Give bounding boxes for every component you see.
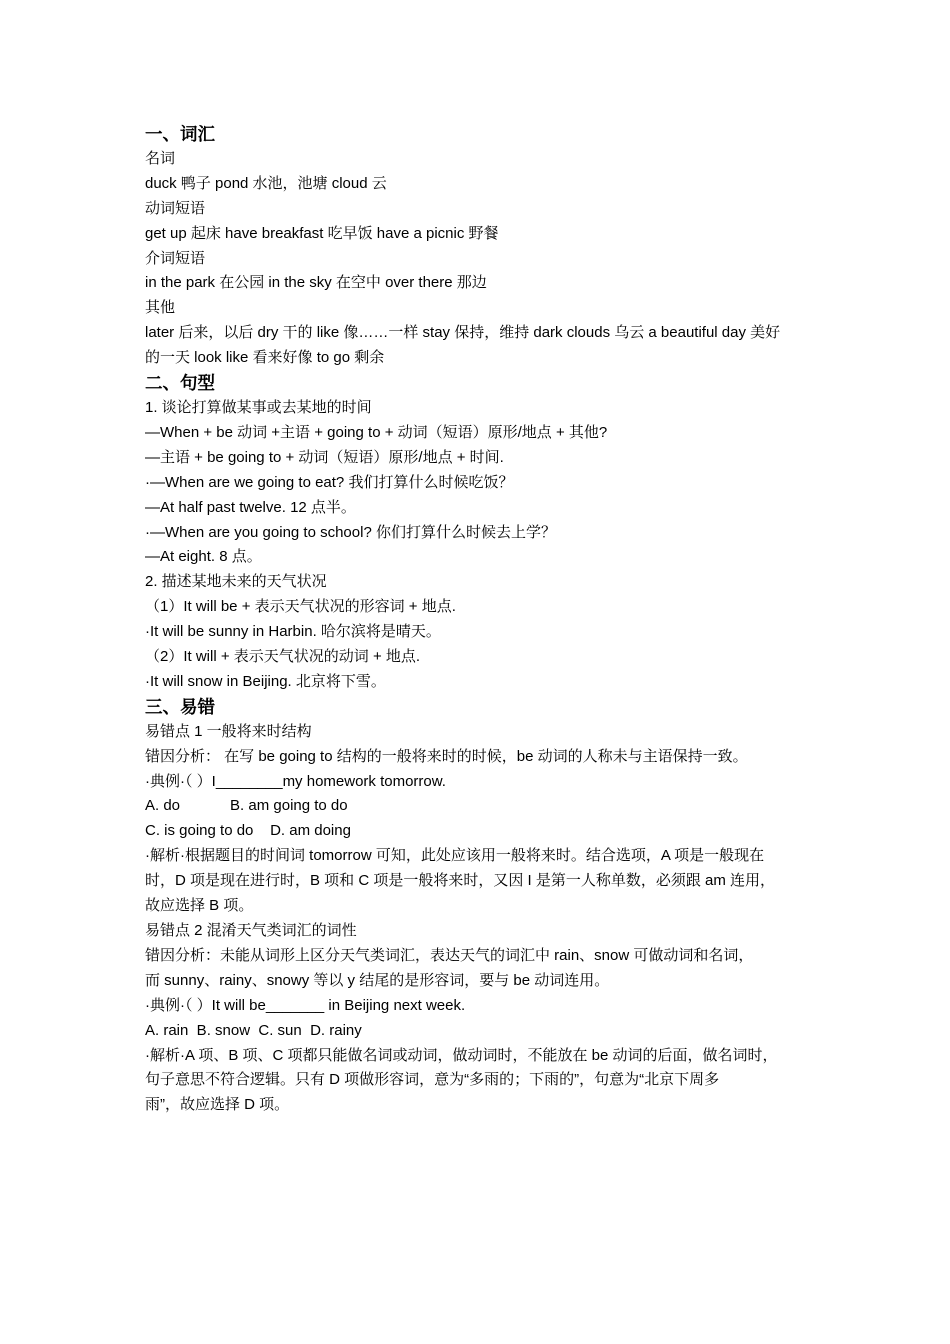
- error-2-options: A. rain B. snow C. sun D. rainy: [145, 1021, 362, 1039]
- other-items-line: later 后来，以后 dry 干的 like 像……一样 stay 保持，维持 dark clouds 乌云 a beautiful day 美好: [145, 324, 781, 342]
- error-2-title: 易错点 2 混淆天气类词汇的词性: [145, 922, 357, 939]
- pattern-2-example-2: ·It will snow in Beijing. 北京将下雪。: [145, 672, 386, 690]
- pattern-1-structure-question: —When + be 动词 +主语 + going to + 动词（短语）原形/地点 + 其他?: [145, 423, 608, 441]
- prep-phrase-label: 介词短语: [145, 249, 206, 267]
- other-items-line: 的一天 look like 看来好像 to go 剩余: [145, 349, 385, 367]
- error-2-analysis: ·解析·A 项、B 项、C 项都只能做名词或动词，做动词时，不能放在 be 动词的后面，做名词时，: [145, 1046, 778, 1064]
- section-heading-patterns: 二、句型: [145, 373, 215, 394]
- pattern-2-structure-1: （1）It will be + 表示天气状况的形容词 + 地点.: [145, 598, 456, 616]
- error-1-analysis: 时，D 项是现在进行时，B 项和 C 项是一般将来时，又因 I 是第一人称单数，必须跟 am 连用，: [145, 872, 776, 890]
- error-1-options: C. is going to do D. am doing: [145, 822, 351, 840]
- error-2-reason: 而 sunny、rainy、snowy 等以 y 结尾的是形容词，要与 be 动词连用。: [145, 971, 610, 989]
- pattern-1-structure-answer: —主语 + be going to + 动词（短语）原形/地点 + 时间.: [145, 448, 504, 466]
- pattern-1-example-answer: —At eight. 8 点。: [145, 548, 262, 566]
- pattern-2-structure-2: （2）It will + 表示天气状况的动词 + 地点.: [145, 648, 421, 666]
- error-1-example: ·典例·（ ）I________my homework tomorrow.: [145, 772, 446, 790]
- error-1-options: A. do B. am going to do: [145, 797, 348, 815]
- error-1-analysis: ·解析·根据题目的时间词 tomorrow 可知，此处应该用一般将来时。结合选项，A 项是一般现在: [145, 847, 765, 865]
- pattern-2-title: 2. 描述某地未来的天气状况: [145, 573, 327, 591]
- error-2-analysis: 雨”，故应选择 D 项。: [145, 1096, 290, 1114]
- noun-items: duck 鸭子 pond 水池，池塘 cloud 云: [145, 174, 387, 192]
- error-1-reason: 错因分析： 在写 be going to 结构的一般将来时的时候，be 动词的人称未与主语保持一致。: [145, 747, 748, 765]
- pattern-2-example-1: ·It will be sunny in Harbin. 哈尔滨将是晴天。: [145, 623, 441, 641]
- noun-label: 名词: [145, 149, 176, 167]
- verb-phrase-items: get up 起床 have breakfast 吃早饭 have a picnic 野餐: [145, 224, 499, 242]
- other-label: 其他: [145, 299, 176, 317]
- error-1-title: 易错点 1 一般将来时结构: [145, 722, 312, 740]
- section-heading-vocab: 一、词汇: [145, 124, 215, 144]
- error-2-reason: 错因分析：未能从词形上区分天气类词汇，表达天气的词汇中 rain、snow 可做动词和名词，: [145, 946, 754, 964]
- error-1-analysis: 故应选择 B 项。: [145, 897, 254, 915]
- pattern-1-example-question: ·—When are you going to school? 你们打算什么时候去上学？: [145, 523, 556, 541]
- pattern-1-title: 1. 谈论打算做某事或去某地的时间: [145, 398, 372, 416]
- prep-phrase-items: in the park 在公园 in the sky 在空中 over there 那边: [145, 274, 487, 292]
- section-heading-errors: 三、易错: [145, 696, 215, 717]
- error-2-example: ·典例·（ ）It will be_______ in Beijing next week.: [145, 996, 466, 1014]
- pattern-1-example-question: ·—When are we going to eat? 我们打算什么时候吃饭？: [145, 473, 514, 491]
- error-2-analysis: 句子意思不符合逻辑。只有 D 项做形容词，意为“多雨的；下雨的”，句意为“北京下周多: [145, 1071, 720, 1089]
- pattern-1-example-answer: —At half past twelve. 12 点半。: [145, 498, 356, 516]
- verb-phrase-label: 动词短语: [145, 199, 206, 217]
